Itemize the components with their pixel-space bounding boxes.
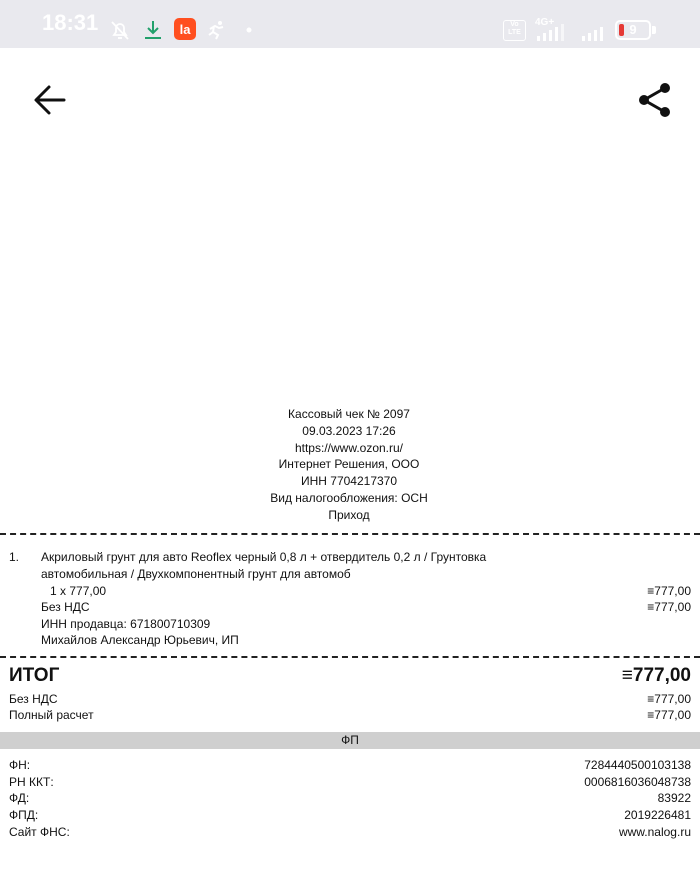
item-name-line-2: автомобильная / Двухкомпонентный грунт для автомоб (41, 567, 351, 581)
share-icon (634, 78, 678, 122)
total-value: ≡777,00 (621, 665, 691, 686)
bell-off-icon (108, 18, 132, 42)
network-type: 4G+ (535, 17, 555, 28)
item-name-line-1: Акриловый грунт для авто Reoflex черный 0,8 л + отвердитель 0,2 л / Грунтовка (41, 550, 487, 564)
signal-icon (535, 24, 571, 42)
total-vat-value: ≡777,00 (647, 692, 691, 706)
battery-icon (615, 20, 651, 40)
dot-icon (246, 27, 252, 33)
volte-badge: Vo LTE (503, 20, 526, 41)
svg-text:la: la (179, 22, 191, 37)
arrow-left-icon (28, 78, 72, 122)
divider (0, 656, 700, 658)
item-number: 1. (9, 550, 20, 564)
receipt-company: Интернет Решения, ООО (278, 457, 420, 472)
status-bar (0, 0, 700, 48)
receipt-title: Кассовый чек № 2097 (288, 407, 410, 421)
running-icon (205, 18, 229, 42)
app-la-icon (174, 18, 196, 40)
item-vat-label: Без НДС (41, 600, 90, 614)
item-sum: ≡777,00 (647, 584, 691, 598)
battery-level: 9 (629, 22, 637, 37)
back-button[interactable] (28, 78, 72, 122)
signal-icon-2 (580, 24, 608, 42)
download-icon (141, 18, 165, 42)
fp-row-label: РН ККТ: (9, 775, 54, 789)
fns-site-link[interactable]: www.nalog.ru (618, 825, 691, 839)
receipt-header (0, 406, 700, 524)
receipt-inn: ИНН 7704217370 (300, 474, 398, 489)
fp-row-value: 7284440500103138 (584, 758, 691, 772)
payment-value: ≡777,00 (647, 708, 691, 722)
receipt-operation: Приход (328, 507, 370, 522)
fp-row-value: 2019226481 (624, 808, 691, 822)
fp-row-value: 0006816036048738 (584, 775, 691, 789)
item-seller-inn: ИНН продавца: 671800710309 (41, 617, 211, 631)
payment-label: Полный расчет (9, 708, 94, 722)
receipt-tax-system: Вид налогообложения: ОСН (270, 490, 428, 505)
item-qty-price: 1 x 777,00 (50, 584, 107, 598)
total-label: ИТОГ (9, 665, 60, 686)
fp-row-label: ФД: (9, 791, 30, 805)
receipt-datetime: 09.03.2023 17:26 (302, 423, 396, 438)
status-time: 18:31 (42, 10, 99, 35)
fp-row-label: Сайт ФНС: (9, 825, 70, 839)
total-vat-label: Без НДС (9, 692, 58, 706)
fp-row-label: ФПД: (9, 808, 39, 822)
item-vat-value: ≡777,00 (647, 600, 691, 614)
fp-section-bar: ФП (0, 732, 700, 749)
fp-row-label: ФН: (9, 758, 31, 772)
fp-row-value: 83922 (657, 791, 691, 805)
receipt-url: https://www.ozon.ru/ (294, 440, 404, 455)
divider (0, 533, 700, 535)
share-button[interactable] (634, 78, 678, 122)
item-seller-name: Михайлов Александр Юрьевич, ИП (41, 633, 239, 647)
